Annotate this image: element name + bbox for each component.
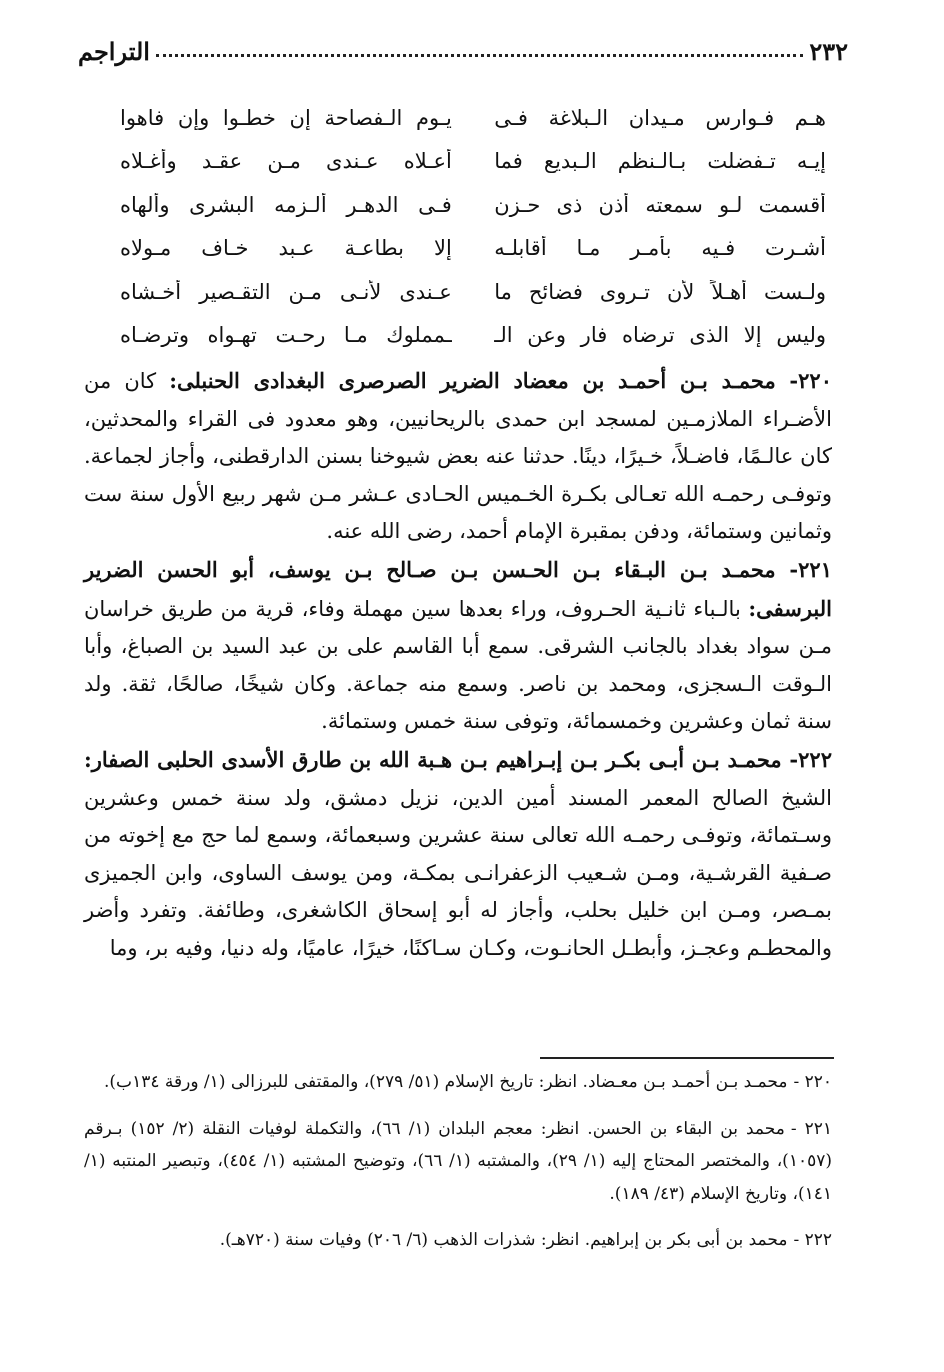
footnote bbox=[84, 1066, 832, 1099]
footnote-number: ٢٢٠ - bbox=[793, 1072, 832, 1092]
poem-verse bbox=[120, 183, 826, 227]
verse-second-hemistich: إلا بطاعـة عـبد خـاف مـولاه bbox=[120, 236, 452, 261]
entry-heading: ٢٢٠- محمـد بـن أحمـد بن معضاد الضرير الصرصرى البغدادى الحنبلى: bbox=[169, 368, 832, 393]
footnote bbox=[84, 1113, 832, 1211]
poem-verse bbox=[120, 96, 826, 140]
verse-first-hemistich: إيـه تـفضلت بـالـنظم الـبديع فما bbox=[494, 149, 826, 174]
poem bbox=[120, 96, 826, 357]
verse-first-hemistich: ولـست أهـلاً لأن تـروى فضائح ما bbox=[494, 279, 826, 304]
entry-heading: ٢٢٢- محمـد بـن أبـى بكـر بـن إبـراهيم بـن هـبة الله بن طارق الأسدى الحلبى الصفار: bbox=[84, 746, 832, 772]
verse-first-hemistich: أشـرت فـيه بأمـر مـا أقابلـه bbox=[494, 236, 826, 261]
verse-first-hemistich: وليس إلا الذى ترضاه فار وعن الـ bbox=[494, 323, 826, 348]
biography-entry bbox=[84, 551, 832, 741]
verse-second-hemistich: أعـلاه عـندى مـن عقـد وأغـلاه bbox=[120, 149, 452, 174]
poem-verse bbox=[120, 270, 826, 314]
page-header bbox=[78, 30, 848, 72]
entry-text: كان من الأضـراء الملازمـين لمسجد ابن حمدى بالريحانيين، وهو معدود فى القراء والمحدثين، كان عالـمًا، فاضـلاً، خـيرًا، دينًا. حدثنا عنه بعض شيوخنا بسنن الدارقطنى، وأجاز لجماعة. وتوفـى رحمـه الله تعـالى بكـرة الخـميس الحـادى عـشر مـن شهر ربيع الأول سنة ست وثمانين وستمائة، ودفن بمقبرة الإمام أحمد، رضى الله عنه. bbox=[84, 369, 832, 544]
running-title: التراجم bbox=[78, 36, 150, 66]
poem-verse bbox=[120, 140, 826, 184]
poem-verse bbox=[120, 314, 826, 358]
poem-verse bbox=[120, 227, 826, 271]
verse-second-hemistich: عـندى لأنـى مـن التقـصير أخـشاه bbox=[120, 279, 452, 304]
footnotes bbox=[84, 1066, 832, 1271]
footnote-text: محمد بن البقاء بن الحسن. انظر: معجم البلدان (١/ ٦٦)، والتكملة لوفيات النقلة (٢/ ١٥٢) بـرقم (١٠٥٧)، والمختصر المحتاج إليه (١/ ٢٩)، والمشتبه (١/ ٦٦)، وتوضيح المشتبه (١/ ٤٥٤)، وتبصير المنتبه (١/ ١٤١)، وتاريخ الإسلام (٤٣/ ١٨٩). bbox=[84, 1118, 832, 1204]
footnote-text: محمد بن أبى بكر بن إبراهيم. انظر: شذرات الذهب (٦/ ٢٠٦) وفيات سنة (٧٢٠هـ). bbox=[219, 1230, 788, 1250]
entry-text: بالـباء ثانـية الحـروف، وراء بعدها سين مهملة وفاء، قرية من طريق خراسان مـن سواد بغداد بالجانب الشرقى. سمع أبا القاسم على بن عبد السيد بن الصباغ، وأبا الـوقت الـسجزى، ومحمد بن ناصر. وسمع منه جماعة. وكان شيخًا، صالحًا، ثقة. ولد سنة ثمان وعشرين وخمسمائة، وتوفى سنة خمس وستمائة. bbox=[84, 596, 832, 734]
verse-first-hemistich: هـم فـوارس مـيدان الـبلاغة فـى bbox=[494, 105, 826, 130]
biographies-body bbox=[84, 362, 832, 968]
footnote-text: محمـد بـن أحمـد بـن معـضاد. انظر: تاريخ الإسلام (٥١/ ٢٧٩)، والمقتفى للبرزالى (١/ ورقة ١٣٤ب). bbox=[104, 1072, 788, 1092]
verse-second-hemistich: فـى الدهـر ألـزمه البشرى وألهاه bbox=[120, 192, 452, 217]
footnote-number: ٢٢٢ - bbox=[793, 1230, 832, 1250]
footnote-number: ٢٢١ - bbox=[790, 1118, 833, 1139]
biography-entry bbox=[84, 741, 832, 968]
page-number: ٢٣٢ bbox=[809, 36, 848, 66]
entry-text: الشيخ الصالح المعمر المسند أمين الدين، نزيل دمشق، ولد سنة خمس وعشرين وسـتمائة، وتوفـى رحمـه الله تعالى سنة عشرين وسبعمائة، وسمع لما حج مع إخوته من صـفية القرشـية، ومـن شـعيب الزعفرانـى بمكـة، ومن يوسف الساوى، وابن الجميزى بمـصر، ومـن ابن خليل بحلب، وأجاز له أبو إسحاق الكاشغرى، وطائفة. وتفرد وأضر والمحطـم وعجـز، وأبطـل الحانـوت، وكـان سـاكنًا، خيرًا، عاميًا، وله دنيا، وفيه بر، وما bbox=[84, 785, 832, 960]
header-dotted-leader bbox=[156, 54, 803, 57]
entry-heading: ٢٢١- محمـد بـن البـقاء بـن الحـسن بـن صـالح بـن يوسف، أبو الحسن الضرير البرسفى: bbox=[84, 556, 832, 621]
footnote bbox=[84, 1224, 832, 1257]
verse-second-hemistich: ـمملوك مـا رحـت تهـواه وترضـاه bbox=[120, 323, 452, 348]
verse-second-hemistich: يـوم الـفصاحة إن خطـوا وإن فاهوا bbox=[120, 105, 452, 130]
biography-entry bbox=[84, 362, 832, 551]
verse-first-hemistich: أقسمت لـو سمعته أذن ذى حـزن bbox=[494, 192, 826, 217]
footnote-separator bbox=[540, 1057, 834, 1059]
